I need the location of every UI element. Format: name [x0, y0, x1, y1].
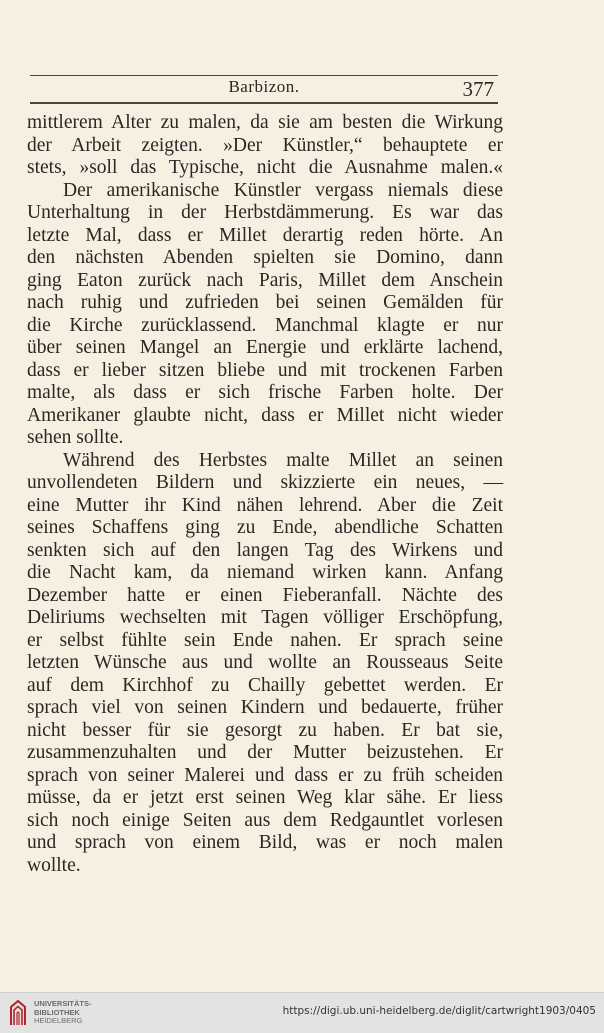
text-line: ging Eaton zurück nach Paris, Millet dem Anschein — [27, 269, 503, 291]
text-line: die Nacht kam, da niemand wirken kann. Anfang — [27, 562, 503, 583]
text-line: sprach viel von seinen Kindern und bedauerte, früher — [27, 697, 503, 718]
text-line: malte, als dass er sich frische Farben holte. Der — [27, 382, 503, 403]
library-name — [34, 1000, 92, 1026]
page-number: 377 — [462, 77, 494, 101]
text-line: Während des Herbstes malte Millet an seinen — [63, 449, 503, 471]
text-line: Der amerikanische Künstler vergass niemals diese — [63, 179, 503, 201]
library-name-line: UNIVERSITÄTS- — [34, 999, 92, 1008]
library-name-line: BIBLIOTHEK — [34, 1007, 80, 1017]
text-line: müsse, da er jetzt erst seinen Weg klar sähe. Er liess — [27, 787, 503, 808]
text-line: den nächsten Abenden spielten sie Domino, dann — [27, 247, 503, 268]
source-url-link[interactable]: https://digi.ub.uni-heidelberg.de/diglit/cartwright1903/0405 — [282, 1005, 596, 1017]
text-line: der Arbeit zeigten. »Der Künstler,“ behauptete er — [27, 134, 503, 156]
text-line: mittlerem Alter zu malen, da sie am besten die Wirkung — [27, 112, 503, 133]
text-line: über seinen Mangel an Energie und erklärte lachend, — [27, 337, 503, 358]
university-library-logo-icon — [8, 999, 28, 1027]
text-line: auf dem Kirchhof zu Chailly gebettet werden. Er — [27, 674, 503, 696]
text-line: letzte Mal, dass er Millet derartig reden hörte. An — [27, 224, 503, 246]
text-line: seines Schaffens ging zu Ende, abendliche Schatten — [27, 517, 503, 538]
text-line: dass er lieber sitzen bliebe und mit trockenen Farben — [27, 359, 503, 381]
body-text — [27, 112, 503, 877]
text-line: sich noch einige Seiten aus dem Redgauntlet vorlesen — [27, 809, 503, 831]
text-line: Amerikaner glaubte nicht, dass er Millet nicht wieder — [27, 404, 503, 426]
text-line: wollte. — [27, 854, 81, 876]
text-line: zusammenzuhalten und der Mutter beizustehen. Er — [27, 742, 503, 763]
text-line: die Kirche zurücklassend. Manchmal klagte er nur — [27, 314, 503, 336]
text-line: Dezember hatte er einen Fieberanfall. Nächte des — [27, 584, 503, 606]
text-line: er selbst fühlte sein Ende nahen. Er sprach seine — [27, 629, 503, 651]
text-line: letzten Wünsche aus und wollte an Rousseaus Seite — [27, 652, 503, 673]
library-name-line: HEIDELBERG — [34, 1016, 83, 1025]
text-line: Unterhaltung in der Herbstdämmerung. Es war das — [27, 202, 503, 223]
text-line: sehen sollte. — [27, 427, 124, 448]
running-head — [30, 76, 498, 100]
text-line: eine Mutter ihr Kind nähen lehrend. Aber die Zeit — [27, 494, 503, 516]
text-line: senkten sich auf den langen Tag des Wirkens und — [27, 539, 503, 561]
text-line: und sprach von einem Bild, was er noch malen — [27, 832, 503, 853]
text-line: Deliriums wechselten mit Tagen völliger Erschöpfung, — [27, 607, 503, 628]
text-line: stets, »soll das Typische, nicht die Ausnahme malen.« — [27, 157, 503, 178]
text-line: sprach von seiner Malerei und dass er zu früh scheiden — [27, 764, 503, 786]
text-line: unvollendeten Bildern und skizzierte ein neues, — — [27, 472, 503, 493]
header-bottom-rule — [30, 102, 498, 104]
running-title: Barbizon. — [228, 77, 300, 96]
text-line: nach ruhig und zufrieden bei seinen Gemälden für — [27, 292, 503, 313]
text-line: nicht besser für sie gesorgt zu haben. Er bat sie, — [27, 719, 503, 741]
viewer-footer — [0, 992, 604, 1033]
